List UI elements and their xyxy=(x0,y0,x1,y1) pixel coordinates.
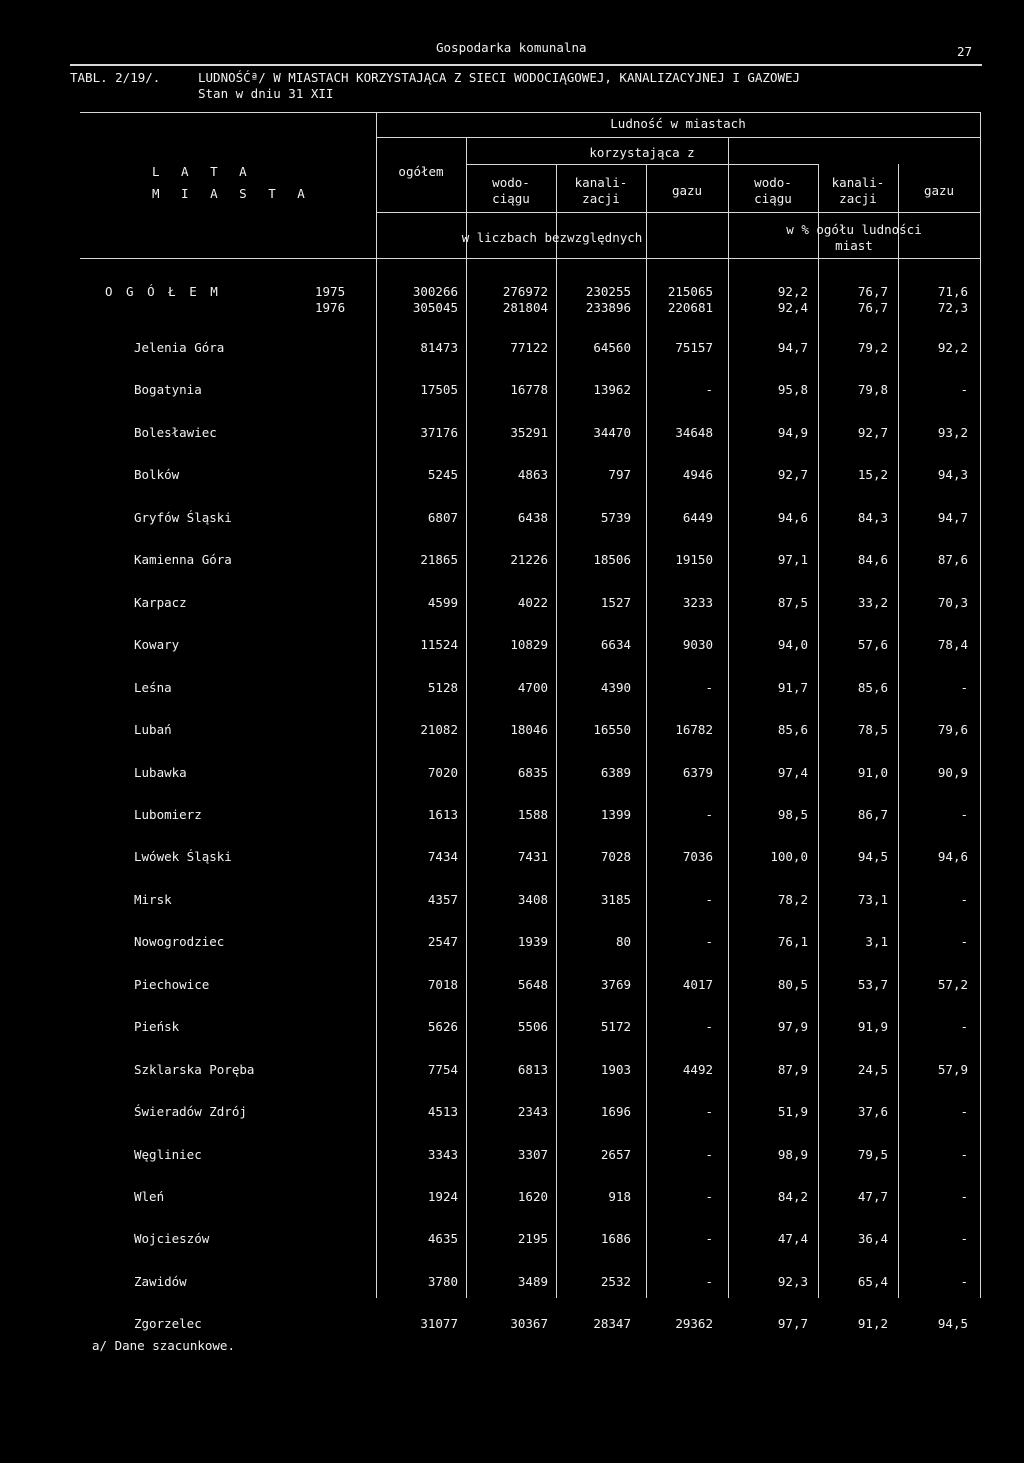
pct-sewer-cell: 79,5 xyxy=(857,1147,888,1162)
pct-gas-cell: - xyxy=(960,1147,968,1162)
town-name: Bolków xyxy=(134,467,180,482)
water-cell: 77122 xyxy=(510,340,548,355)
sewer-cell: 2657 xyxy=(600,1147,631,1162)
pct-sewer-cell: 84,3 xyxy=(857,510,888,525)
water-cell: 3489 xyxy=(517,1274,548,1289)
footnote: a/ Dane szacunkowe. xyxy=(92,1338,235,1353)
pct-water-cell: 85,6 xyxy=(777,722,808,737)
gas-cell: - xyxy=(705,807,713,822)
total-cell: 7018 xyxy=(427,977,458,992)
total-cell: 7754 xyxy=(427,1062,458,1077)
gas-cell: 7036 xyxy=(682,849,713,864)
pct-sewer-cell: 78,5 xyxy=(857,722,888,737)
total-cell: 4357 xyxy=(427,892,458,907)
page-number: 27 xyxy=(957,44,973,59)
town-name: Kamienna Góra xyxy=(134,552,232,567)
total-1975-total-cell: 300266 xyxy=(412,284,458,299)
total-cell: 3343 xyxy=(427,1147,458,1162)
water-cell: 16778 xyxy=(510,382,548,397)
col-rule-stub xyxy=(376,112,377,1298)
pct-water-cell: 98,9 xyxy=(777,1147,808,1162)
total-cell: 3780 xyxy=(427,1274,458,1289)
sewer-cell: 18506 xyxy=(593,552,631,567)
sewer-cell: 6634 xyxy=(600,637,631,652)
gas-cell: - xyxy=(705,1274,713,1289)
pct-water-cell: 91,7 xyxy=(777,680,808,695)
total-cell: 31077 xyxy=(420,1316,458,1331)
sewer-cell: 16550 xyxy=(593,722,631,737)
stub-header-towns: M I A S T A xyxy=(152,186,312,201)
sewer-cell: 1903 xyxy=(600,1062,631,1077)
stub-header-years: L A T A xyxy=(152,164,254,179)
pct-gas-cell: 94,5 xyxy=(937,1316,968,1331)
gas-cell: 9030 xyxy=(682,637,713,652)
pct-water-cell: 92,7 xyxy=(777,467,808,482)
pct-sewer-cell: 91,2 xyxy=(857,1316,888,1331)
pct-gas-cell: 87,6 xyxy=(937,552,968,567)
section-title: Gospodarka komunalna xyxy=(436,40,587,55)
pct-gas-cell: - xyxy=(960,1019,968,1034)
sewer-cell: 1527 xyxy=(600,595,631,610)
total-1975-pct-sewer-cell: 76,7 xyxy=(857,284,888,299)
col-rule-gas xyxy=(728,137,729,1298)
water-cell: 4700 xyxy=(517,680,548,695)
town-name: Lubomierz xyxy=(134,807,202,822)
col-rule-total xyxy=(466,137,467,1298)
town-name: Lubań xyxy=(134,722,172,737)
pct-sewer-cell: 36,4 xyxy=(857,1231,888,1246)
pct-water-cell: 76,1 xyxy=(777,934,808,949)
header-population: Ludność w miastach xyxy=(610,116,746,131)
pct-water-cell: 95,8 xyxy=(777,382,808,397)
water-cell: 18046 xyxy=(510,722,548,737)
gas-cell: 3233 xyxy=(682,595,713,610)
pct-gas-cell: - xyxy=(960,382,968,397)
total-cell: 7434 xyxy=(427,849,458,864)
pct-gas-cell: 92,2 xyxy=(937,340,968,355)
col-rule-right xyxy=(980,112,981,1298)
sewer-cell: 1399 xyxy=(600,807,631,822)
total-cell: 7020 xyxy=(427,765,458,780)
sewer-cell: 7028 xyxy=(600,849,631,864)
pct-water-cell: 94,0 xyxy=(777,637,808,652)
sewer-cell: 918 xyxy=(608,1189,631,1204)
header-water-1: wodo- xyxy=(492,175,530,190)
col-rule-pct-water xyxy=(818,164,819,1298)
header-sewer-2: zacji xyxy=(582,191,620,206)
pct-gas-cell: 94,7 xyxy=(937,510,968,525)
sewer-cell: 1696 xyxy=(600,1104,631,1119)
pct-water-cell: 51,9 xyxy=(777,1104,808,1119)
total-1975-pct-water-cell: 92,2 xyxy=(777,284,808,299)
total-cell: 1924 xyxy=(427,1189,458,1204)
sewer-cell: 3185 xyxy=(600,892,631,907)
pct-water-cell: 97,4 xyxy=(777,765,808,780)
town-name: Leśna xyxy=(134,680,172,695)
pct-sewer-cell: 84,6 xyxy=(857,552,888,567)
town-name: Pieńsk xyxy=(134,1019,180,1034)
gas-cell: - xyxy=(705,1147,713,1162)
pct-gas-cell: - xyxy=(960,934,968,949)
town-name: Szklarska Poręba xyxy=(134,1062,255,1077)
gas-cell: - xyxy=(705,1231,713,1246)
town-name: Nowogrodziec xyxy=(134,934,225,949)
header-pct-sewer-2: zacji xyxy=(839,191,877,206)
rule-under-units xyxy=(80,258,980,259)
total-cell: 2547 xyxy=(427,934,458,949)
sewer-cell: 28347 xyxy=(593,1316,631,1331)
sewer-cell: 34470 xyxy=(593,425,631,440)
gas-cell: 29362 xyxy=(675,1316,713,1331)
sewer-cell: 64560 xyxy=(593,340,631,355)
pct-water-cell: 100,0 xyxy=(770,849,808,864)
water-cell: 3307 xyxy=(517,1147,548,1162)
pct-sewer-cell: 47,7 xyxy=(857,1189,888,1204)
header-gas: gazu xyxy=(671,183,703,198)
water-cell: 6835 xyxy=(517,765,548,780)
town-name: Zgorzelec xyxy=(134,1316,202,1331)
water-cell: 30367 xyxy=(510,1316,548,1331)
total-cell: 6807 xyxy=(427,510,458,525)
pct-water-cell: 97,1 xyxy=(777,552,808,567)
gas-cell: - xyxy=(705,1189,713,1204)
pct-gas-cell: 57,2 xyxy=(937,977,968,992)
pct-sewer-cell: 86,7 xyxy=(857,807,888,822)
header-water-2: ciągu xyxy=(492,191,530,206)
col-rule-water xyxy=(556,164,557,1298)
total-1976-pct-sewer-cell: 76,7 xyxy=(857,300,888,315)
pct-gas-cell: - xyxy=(960,680,968,695)
header-unit-absolute: w liczbach bezwzględnych xyxy=(461,230,643,245)
total-cell: 4513 xyxy=(427,1104,458,1119)
pct-water-cell: 94,7 xyxy=(777,340,808,355)
header-unit-percent-2: miast xyxy=(835,238,873,253)
town-name: Zawidów xyxy=(134,1274,187,1289)
pct-water-cell: 97,7 xyxy=(777,1316,808,1331)
total-1976-pct-gas-cell: 72,3 xyxy=(937,300,968,315)
gas-cell: 19150 xyxy=(675,552,713,567)
total-1975-water-cell: 276972 xyxy=(502,284,548,299)
total-year-1975: 1975 xyxy=(315,284,346,299)
town-name: Gryfów Śląski xyxy=(134,510,232,525)
pct-gas-cell: 94,3 xyxy=(937,467,968,482)
town-name: Mirsk xyxy=(134,892,172,907)
pct-sewer-cell: 73,1 xyxy=(857,892,888,907)
pct-water-cell: 94,9 xyxy=(777,425,808,440)
header-pct-water-2: ciągu xyxy=(754,191,792,206)
header-sewer-1: kanali- xyxy=(574,175,628,190)
pct-sewer-cell: 92,7 xyxy=(857,425,888,440)
pct-sewer-cell: 91,9 xyxy=(857,1019,888,1034)
table-id: TABL. 2/19/. xyxy=(70,70,161,85)
total-row-label: O G Ó Ł E M xyxy=(105,284,221,299)
sewer-cell: 13962 xyxy=(593,382,631,397)
gas-cell: - xyxy=(705,1104,713,1119)
town-name: Świeradów Zdrój xyxy=(134,1104,247,1119)
water-cell: 6438 xyxy=(517,510,548,525)
pct-gas-cell: 57,9 xyxy=(937,1062,968,1077)
town-name: Wojcieszów xyxy=(134,1231,210,1246)
total-cell: 21865 xyxy=(420,552,458,567)
col-rule-sewer xyxy=(646,164,647,1298)
total-cell: 81473 xyxy=(420,340,458,355)
gas-cell: - xyxy=(705,934,713,949)
pct-sewer-cell: 94,5 xyxy=(857,849,888,864)
total-1975-sewer-cell: 230255 xyxy=(585,284,631,299)
pct-water-cell: 80,5 xyxy=(777,977,808,992)
pct-water-cell: 87,9 xyxy=(777,1062,808,1077)
header-using: korzystająca z xyxy=(589,145,695,160)
pct-sewer-cell: 37,6 xyxy=(857,1104,888,1119)
pct-water-cell: 97,9 xyxy=(777,1019,808,1034)
table-title: LUDNOŚĆª/ W MIASTACH KORZYSTAJĄCA Z SIECI WODOCIĄGOWEJ, KANALIZACYJNEJ I GAZOWEJ xyxy=(198,70,801,85)
pct-gas-cell: 70,3 xyxy=(937,595,968,610)
table-top-rule xyxy=(80,112,980,113)
pct-water-cell: 84,2 xyxy=(777,1189,808,1204)
total-cell: 1613 xyxy=(427,807,458,822)
header-unit-percent-1: w % ogółu ludności xyxy=(786,222,922,237)
pct-gas-cell: 79,6 xyxy=(937,722,968,737)
water-cell: 5648 xyxy=(517,977,548,992)
pct-gas-cell: - xyxy=(960,1189,968,1204)
pct-gas-cell: 94,6 xyxy=(937,849,968,864)
pct-sewer-cell: 24,5 xyxy=(857,1062,888,1077)
header-rule xyxy=(70,64,982,66)
gas-cell: 4946 xyxy=(682,467,713,482)
water-cell: 35291 xyxy=(510,425,548,440)
town-name: Karpacz xyxy=(134,595,187,610)
town-name: Wleń xyxy=(134,1189,165,1204)
total-1976-sewer-cell: 233896 xyxy=(585,300,631,315)
total-1975-gas-cell: 215065 xyxy=(667,284,713,299)
pct-sewer-cell: 57,6 xyxy=(857,637,888,652)
total-1975-pct-gas-cell: 71,6 xyxy=(937,284,968,299)
water-cell: 1620 xyxy=(517,1189,548,1204)
pct-gas-cell: - xyxy=(960,1274,968,1289)
total-cell: 4599 xyxy=(427,595,458,610)
water-cell: 1939 xyxy=(517,934,548,949)
pct-sewer-cell: 3,1 xyxy=(865,934,888,949)
total-cell: 21082 xyxy=(420,722,458,737)
town-name: Węgliniec xyxy=(134,1147,202,1162)
town-name: Bogatynia xyxy=(134,382,202,397)
water-cell: 6813 xyxy=(517,1062,548,1077)
pct-water-cell: 98,5 xyxy=(777,807,808,822)
pct-water-cell: 47,4 xyxy=(777,1231,808,1246)
total-cell: 37176 xyxy=(420,425,458,440)
gas-cell: - xyxy=(705,680,713,695)
total-cell: 5128 xyxy=(427,680,458,695)
pct-sewer-cell: 15,2 xyxy=(857,467,888,482)
total-1976-gas-cell: 220681 xyxy=(667,300,713,315)
water-cell: 4022 xyxy=(517,595,548,610)
sewer-cell: 797 xyxy=(608,467,631,482)
header-total: ogółem xyxy=(398,164,444,179)
pct-gas-cell: 93,2 xyxy=(937,425,968,440)
gas-cell: 75157 xyxy=(675,340,713,355)
pct-sewer-cell: 65,4 xyxy=(857,1274,888,1289)
pct-gas-cell: 78,4 xyxy=(937,637,968,652)
water-cell: 4863 xyxy=(517,467,548,482)
sewer-cell: 6389 xyxy=(600,765,631,780)
water-cell: 21226 xyxy=(510,552,548,567)
pct-gas-cell: - xyxy=(960,1231,968,1246)
sewer-cell: 5739 xyxy=(600,510,631,525)
pct-sewer-cell: 79,2 xyxy=(857,340,888,355)
gas-cell: - xyxy=(705,1019,713,1034)
gas-cell: 16782 xyxy=(675,722,713,737)
total-cell: 5626 xyxy=(427,1019,458,1034)
gas-cell: - xyxy=(705,382,713,397)
header-pct-gas: gazu xyxy=(923,183,955,198)
town-name: Bolesławiec xyxy=(134,425,217,440)
sewer-cell: 2532 xyxy=(600,1274,631,1289)
pct-gas-cell: 90,9 xyxy=(937,765,968,780)
gas-cell: 6379 xyxy=(682,765,713,780)
pct-gas-cell: - xyxy=(960,1104,968,1119)
header-pct-sewer-1: kanali- xyxy=(831,175,885,190)
water-cell: 2343 xyxy=(517,1104,548,1119)
sewer-cell: 80 xyxy=(615,934,631,949)
gas-cell: - xyxy=(705,892,713,907)
col-rule-pct-sewer xyxy=(898,164,899,1298)
table-subtitle: Stan w dniu 31 XII xyxy=(198,86,334,101)
pct-water-cell: 94,6 xyxy=(777,510,808,525)
sewer-cell: 3769 xyxy=(600,977,631,992)
pct-sewer-cell: 79,8 xyxy=(857,382,888,397)
town-name: Kowary xyxy=(134,637,180,652)
water-cell: 10829 xyxy=(510,637,548,652)
town-name: Lwówek Śląski xyxy=(134,849,232,864)
water-cell: 1588 xyxy=(517,807,548,822)
town-name: Piechowice xyxy=(134,977,210,992)
water-cell: 5506 xyxy=(517,1019,548,1034)
pct-sewer-cell: 53,7 xyxy=(857,977,888,992)
town-name: Jelenia Góra xyxy=(134,340,225,355)
gas-cell: 6449 xyxy=(682,510,713,525)
sewer-cell: 4390 xyxy=(600,680,631,695)
pct-sewer-cell: 33,2 xyxy=(857,595,888,610)
sewer-cell: 1686 xyxy=(600,1231,631,1246)
water-cell: 3408 xyxy=(517,892,548,907)
pct-gas-cell: - xyxy=(960,892,968,907)
pct-gas-cell: - xyxy=(960,807,968,822)
total-1976-pct-water-cell: 92,4 xyxy=(777,300,808,315)
pct-sewer-cell: 85,6 xyxy=(857,680,888,695)
total-1976-total-cell: 305045 xyxy=(412,300,458,315)
pct-water-cell: 92,3 xyxy=(777,1274,808,1289)
header-pct-water-1: wodo- xyxy=(754,175,792,190)
gas-cell: 4017 xyxy=(682,977,713,992)
total-cell: 5245 xyxy=(427,467,458,482)
town-name: Lubawka xyxy=(134,765,187,780)
total-1976-water-cell: 281804 xyxy=(502,300,548,315)
pct-water-cell: 87,5 xyxy=(777,595,808,610)
gas-cell: 4492 xyxy=(682,1062,713,1077)
gas-cell: 34648 xyxy=(675,425,713,440)
water-cell: 2195 xyxy=(517,1231,548,1246)
rule-under-using xyxy=(466,164,818,165)
total-cell: 17505 xyxy=(420,382,458,397)
pct-sewer-cell: 91,0 xyxy=(857,765,888,780)
water-cell: 7431 xyxy=(517,849,548,864)
sewer-cell: 5172 xyxy=(600,1019,631,1034)
total-year-1976: 1976 xyxy=(315,300,346,315)
total-cell: 11524 xyxy=(420,637,458,652)
pct-water-cell: 78,2 xyxy=(777,892,808,907)
total-cell: 4635 xyxy=(427,1231,458,1246)
